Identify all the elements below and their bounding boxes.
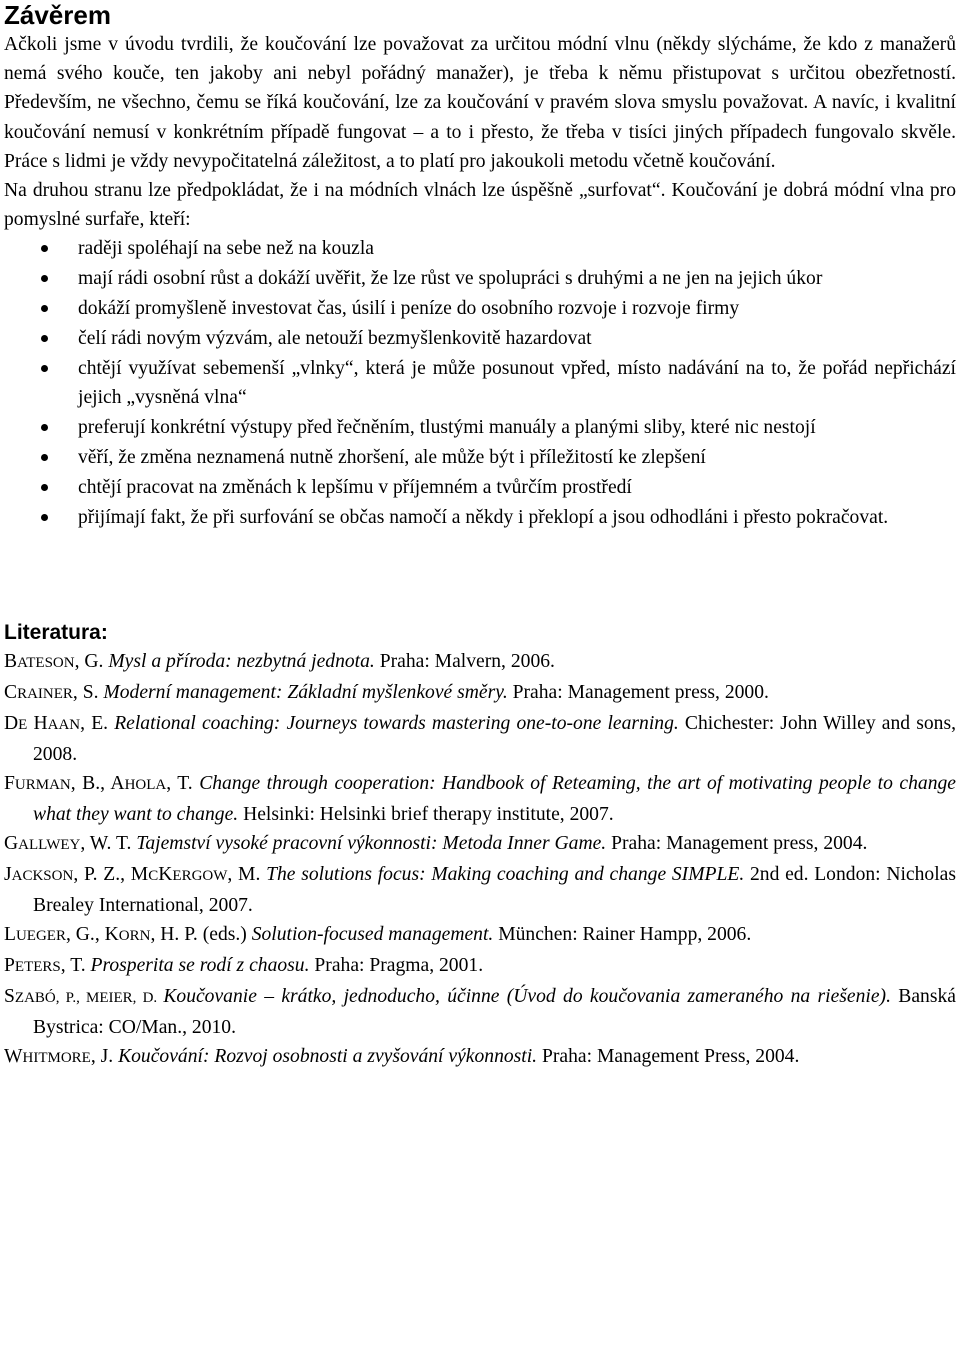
bullet-icon — [41, 484, 48, 491]
reference-furman: FURMAN, B., AHOLA, T. Change through cooperation: Handbook of Reteaming, the art of motivating people to change what they want to change. Helsinki: Helsinki brief therapy institute, 2007. — [4, 773, 956, 826]
bullet-icon — [41, 335, 48, 342]
list-item: čelí rádi novým výzvám, ale netouží bezmyšlenkovitě hazardovat — [4, 324, 956, 354]
reference-whitmore: WHITMORE, J. Koučování: Rozvoj osobnosti a zvyšování výkonnosti. Praha: Management Press, 2004. — [4, 1046, 800, 1068]
bullet-icon — [41, 424, 48, 431]
reference-lueger: LUEGER, G., KORN, H. P. (eds.) Solution-focused management. München: Rainer Hampp, 2006. — [4, 924, 752, 946]
literature-heading: Literatura: — [4, 621, 108, 645]
intro-paragraph: Ačkoli jsme v úvodu tvrdili, že koučování lze považovat za určitou módní vlnu (někdy slýcháme, že kdo z manažerů nemá svého kouče, ten jakoby ani nebyl pořádný manažer), je třeba k němu přistupovat s určitou obezřetností. Především, ne všechno, čemu se říká koučování, lze za koučování v pravém slova smyslu považovat. A navíc, i kvalitní koučování nemusí v konkrétním případě fungovat – a to i přesto, že třeba v tisíci jiných případech fungovalo skvěle. Práce s lidmi je vždy nevypočitatelná záležitost, a to platí pro jakoukoli metodu včetně koučování. — [4, 34, 956, 172]
bullet-icon — [41, 514, 48, 521]
reference-bateson: BATESON, G. Mysl a příroda: nezbytná jednota. Praha: Malvern, 2006. — [4, 651, 555, 673]
list-item: přijímají fakt, že při surfování se občas namočí a někdy i překlopí a jsou odhodláni i přesto pokračovat. — [4, 503, 956, 533]
list-item: raději spoléhají na sebe než na kouzla — [4, 234, 956, 264]
list-item: chtějí pracovat na změnách k lepšímu v příjemném a tvůrčím prostředí — [4, 473, 956, 503]
reference-peters: PETERS, T. Prosperita se rodí z chaosu. Praha: Pragma, 2001. — [4, 955, 484, 977]
bullet-icon — [41, 245, 48, 252]
list-item: dokáží promyšleně investovat čas, úsilí i peníze do osobního rozvoje i rozvoje firmy — [4, 294, 956, 324]
list-item: věří, že změna neznamená nutně zhoršení, ale může být i příležitostí ke zlepšení — [4, 443, 956, 473]
reference-de-haan: DE HAAN, E. Relational coaching: Journeys towards mastering one-to-one learning. Chichester: John Willey and sons, 2008. — [4, 713, 956, 766]
reference-jackson: JACKSON, P. Z., MCKERGOW, M. The solutions focus: Making coaching and change SIMPLE. 2nd ed. London: Nicholas Brealey International, 2007. — [4, 864, 956, 917]
reference-gallwey: GALLWEY, W. T. Tajemství vysoké pracovní výkonnosti: Metoda Inner Game. Praha: Management press, 2004. — [4, 833, 868, 855]
section-heading: Závěrem — [4, 0, 111, 30]
bullet-icon — [41, 365, 48, 372]
list-item: mají rádi osobní růst a dokáží uvěřit, že lze růst ve spolupráci s druhými a ne jen na jejich úkor — [4, 264, 956, 294]
reference-szabo: SZABÓ, P., MEIER, D. Koučovanie – krátko, jednoducho, účinne (Úvod do koučovania zameraného na riešenie). Banská Bystrica: CO/Man., 2010. — [4, 986, 956, 1039]
bullet-icon — [41, 454, 48, 461]
bullet-icon — [41, 305, 48, 312]
document-page — [4, 0, 956, 1073]
list-item: preferují konkrétní výstupy před řečněním, tlustými manuály a planými sliby, které nic nestojí — [4, 413, 956, 443]
reference-crainer: CRAINER, S. Moderní management: Základní myšlenkové směry. Praha: Management press, 2000. — [4, 682, 769, 704]
bullet-icon — [41, 275, 48, 282]
spacer — [4, 532, 956, 619]
list-item: chtějí využívat sebemenší „vlnky“, která je může posunout vpřed, místo nadávání na to, že pořád nepřichází jejich „vysněná vlna“ — [4, 354, 956, 414]
surfing-paragraph: Na druhou stranu lze předpokládat, že i na módních vlnách lze úspěšně „surfovat“. Koučování je dobrá módní vlna pro pomyslné surfaře, kteří: — [4, 180, 956, 231]
bullet-list — [4, 234, 956, 532]
